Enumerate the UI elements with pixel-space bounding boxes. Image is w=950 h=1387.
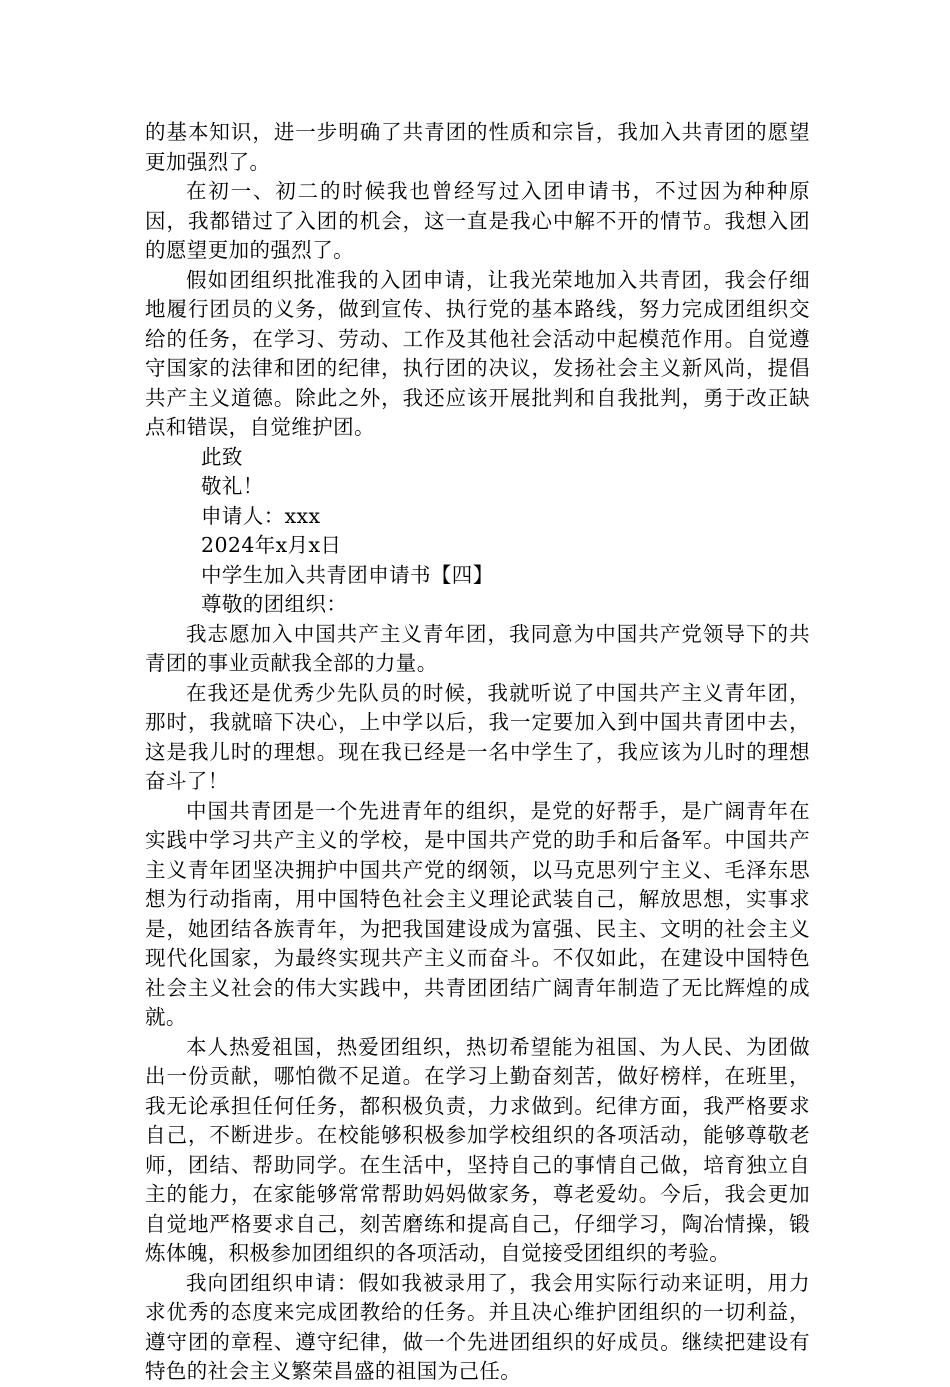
paragraph-continuation: 的基本知识，进一步明确了共青团的性质和宗旨，我加入共青团的愿望更加强烈了。	[145, 120, 810, 174]
applicant-line: 申请人：xxx	[201, 503, 321, 528]
paragraph-commitment: 假如团组织批准我的入团申请，让我光荣地加入共青团，我会仔细地履行团员的义务，做到宣传、执行党的基本路线，努力完成团组织交给的任务，在学习、劳动、工作及其他社会活动中起模范作用。自觉遵守国家的法律和团的纪律，执行团的决议，发扬社会主义新风尚，提倡共产主义道德。除此之外，我还应该开展批判和自我批判，勇于改正缺点和错误，自觉维护团。	[145, 267, 810, 439]
paragraph-declaration: 我志愿加入中国共产主义青年团，我同意为中国共产党领导下的共青团的事业贡献我全部的力量。	[145, 621, 810, 675]
date-line: 2024年x月x日	[201, 533, 342, 557]
paragraph-previous-attempts: 在初一、初二的时候我也曾经写过入团申请书，不过因为种种原因，我都错过了入团的机会，这一直是我心中解不开的情节。我想入团的愿望更加的强烈了。	[145, 179, 810, 262]
section-title: 中学生加入共青团申请书【四】	[201, 562, 494, 587]
closing-salutation: 此致	[201, 444, 243, 469]
paragraph-self-description: 本人热爱祖国，热爱团组织，热切希望能为祖国、为人民、为团做出一份贡献，哪怕微不足道。在学习上勤奋刻苦，做好榜样，在班里，我无论承担任何任务，都积极负责，力求做到。纪律方面，我严格要求自己，不断进步。在校能够积极参加学校组织的各项活动，能够尊敬老师，团结、帮助同学。在生活中，坚持自己的事情自己做，培育独立自主的能力，在家能够常常帮助妈妈做家务，尊老爱幼。今后，我会更加自觉地严格要求自己，刻苦磨练和提高自己，仔细学习，陶冶情操，锻炼体魄，积极参加团组织的各项活动，自觉接受团组织的考验。	[145, 1034, 810, 1265]
paragraph-league-description: 中国共青团是一个先进青年的组织，是党的好帮手，是广阔青年在实践中学习共产主义的学校，是中国共产党的助手和后备军。中国共产主义青年团坚决拥护中国共产党的纲领，以马克思列宁主义、毛泽东思想为行动指南，用中国特色社会主义理论武装自己，解放思想，实事求是，她团结各族青年，为把我国建设成为富强、民主、文明的社会主义现代化国家，为最终实现共产主义而奋斗。不仅如此，在建设中国特色社会主义社会的伟大实践中，共青团团结广阔青年制造了无比辉煌的成就。	[145, 798, 810, 1029]
closing-regards: 敬礼！	[201, 474, 264, 498]
paragraph-childhood-ideal: 在我还是优秀少先队员的时候，我就听说了中国共产主义青年团，那时，我就暗下决心，上中学以后，我一定要加入到中国共青团中去，这是我儿时的理想。现在我已经是一名中学生了，我应该为儿时的理想奋斗了！	[145, 680, 810, 793]
greeting-line: 尊敬的团组织：	[201, 592, 348, 616]
paragraph-pledge: 我向团组织申请：假如我被录用了，我会用实际行动来证明，用力求优秀的态度来完成团教给的任务。并且决心维护团组织的一切利益，遵守团的章程、遵守纪律，做一个先进团组织的好成员。继续把建设有特色的社会主义繁荣昌盛的祖国为己任。	[145, 1270, 810, 1383]
document-page	[145, 118, 810, 1387]
